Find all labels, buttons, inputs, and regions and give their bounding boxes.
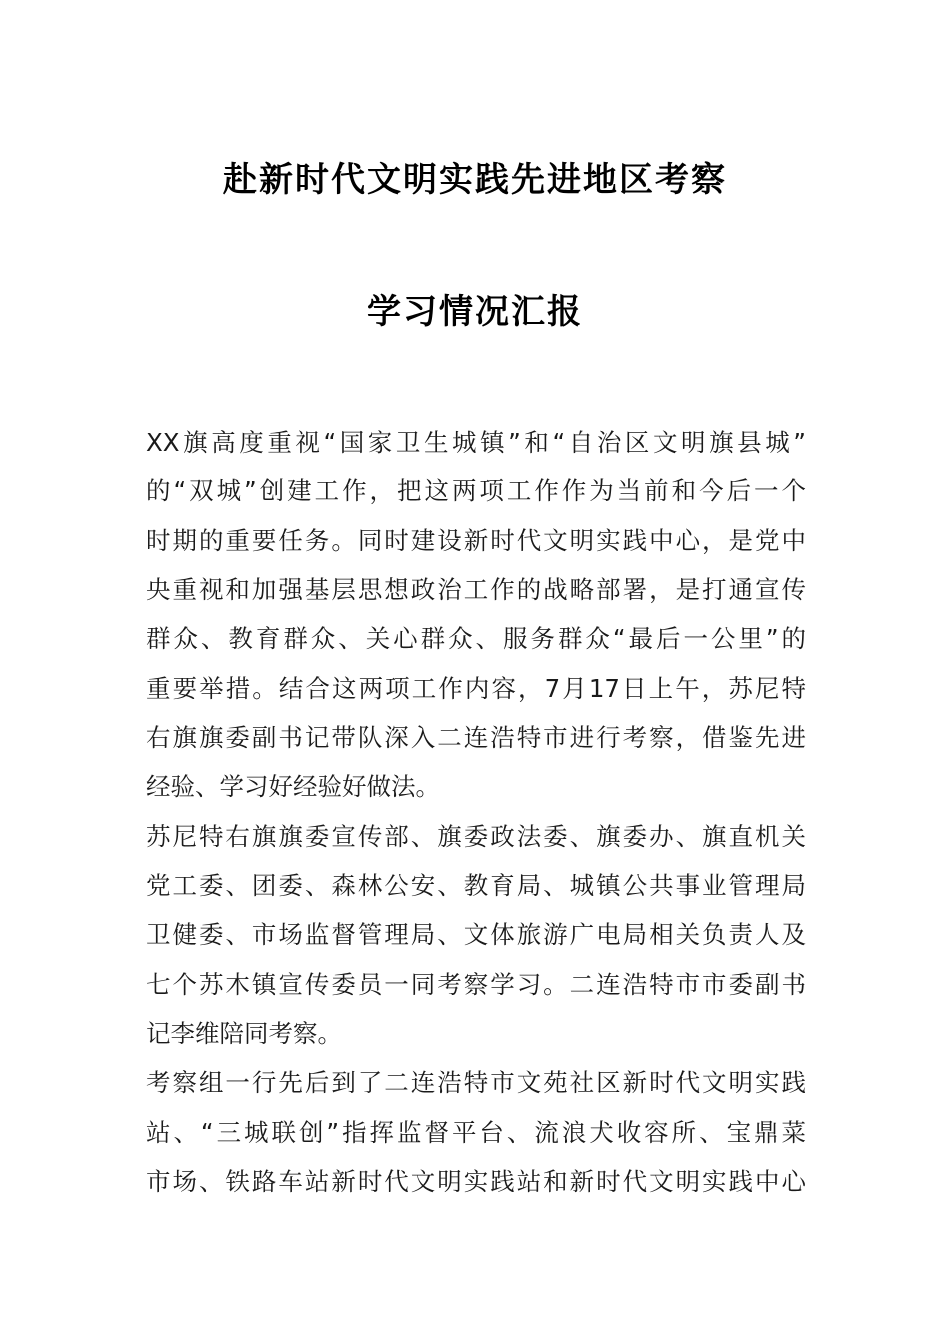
paragraph-1-line-7: 右旗旗委副书记带队深入二连浩特市进行考察，借鉴先进 [146,723,806,752]
paragraph-1-line-6: 重要举措。结合这两项工作内容，7月17日上午，苏尼特 [146,674,806,703]
document-title-line-2: 学习情况汇报 [367,292,583,332]
paragraph-1-line-2: 的“双城”创建工作，把这两项工作作为当前和今后一个 [146,476,806,505]
paragraph-1-line-3: 时期的重要任务。同时建设新时代文明实践中心，是党中 [146,526,806,555]
document-title-line-1: 赴新时代文明实践先进地区考察 [223,160,727,200]
paragraph-2-line-3: 卫健委、市场监督管理局、文体旅游广电局相关负责人及 [146,920,806,949]
paragraph-1-line-5: 群众、教育群众、关心群众、服务群众“最后一公里”的 [146,624,806,653]
paragraph-3-line-2: 站、“三城联创”指挥监督平台、流浪犬收容所、宝鼎菜 [146,1118,806,1147]
paragraph-1-line-4: 央重视和加强基层思想政治工作的战略部署，是打通宣传 [146,575,806,604]
paragraph-3-line-1: 考察组一行先后到了二连浩特市文苑社区新时代文明实践 [146,1068,806,1097]
paragraph-1-line-8: 经验、学习好经验好做法。 [146,772,440,801]
paragraph-2-line-5: 记李维陪同考察。 [146,1019,342,1048]
paragraph-2-line-2: 党工委、团委、森林公安、教育局、城镇公共事业管理局 [146,871,806,900]
paragraph-2-line-1: 苏尼特右旗旗委宣传部、旗委政法委、旗委办、旗直机关 [146,822,806,851]
paragraph-3-line-3: 市场、铁路车站新时代文明实践站和新时代文明实践中心 [146,1167,806,1196]
paragraph-2-line-4: 七个苏木镇宣传委员一同考察学习。二连浩特市市委副书 [146,970,806,999]
paragraph-1-line-1: XX旗高度重视“国家卫生城镇”和“自治区文明旗县城” [146,428,806,457]
